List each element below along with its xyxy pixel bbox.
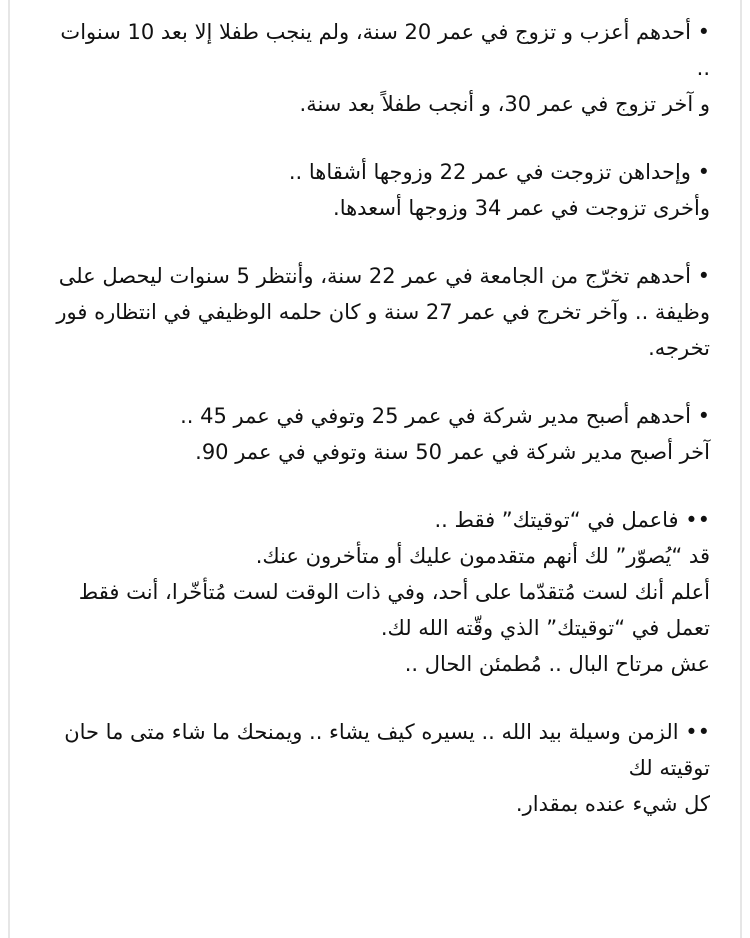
text-line: • أحدهم تخرّج من الجامعة في عمر 22 سنة، وأنتظر 5 سنوات ليحصل على وظيفة .. وآخر تخرج في عمر 27 سنة و كان حلمه الوظيفي في انتظاره فور تخرجه. <box>56 264 710 360</box>
text-line: قد “يُصوّر” لك أنهم متقدمون عليك أو متأخرون عنك. <box>255 544 710 568</box>
document-body <box>42 14 710 822</box>
text-line: وأخرى تزوجت في عمر 34 وزوجها أسعدها. <box>333 196 710 220</box>
left-border <box>8 0 10 938</box>
text-line: عش مرتاح البال .. مُطمئن الحال .. <box>404 652 710 676</box>
text-line: كل شيء عنده بمقدار. <box>515 792 710 816</box>
text-line: آخر أصبح مدير شركة في عمر 50 سنة وتوفي في عمر 90. <box>195 440 710 464</box>
text-line: • أحدهم أصبح مدير شركة في عمر 25 وتوفي في عمر 45 .. <box>180 404 710 428</box>
right-border <box>740 0 742 938</box>
text-line: أعلم أنك لست مُتقدّما على أحد، وفي ذات الوقت لست مُتأخّرا، أنت فقط تعمل في “توقيتك” الذي وقّته الله لك. <box>78 580 710 640</box>
paragraph-company-manager <box>42 398 710 470</box>
paragraph-your-timing <box>42 502 710 682</box>
paragraph-time-conclusion <box>42 714 710 822</box>
paragraph-graduation-job <box>42 258 710 366</box>
text-line: و آخر تزوج في عمر 30، و أنجب طفلاً بعد سنة. <box>299 92 710 116</box>
text-line: • أحدهم أعزب و تزوج في عمر 20 سنة، ولم ينجب طفلا إلا بعد 10 سنوات .. <box>60 20 710 80</box>
text-line: •• فاعمل في “توقيتك” فقط .. <box>434 508 710 532</box>
paragraph-marriage-children <box>42 14 710 122</box>
text-line: •• الزمن وسيلة بيد الله .. يسيره كيف يشاء .. ويمنحك ما شاء متى ما حان توقيته لك <box>64 720 710 780</box>
text-line: • وإحداهن تزوجت في عمر 22 وزوجها أشقاها .. <box>288 160 710 184</box>
paragraph-marriage-happiness <box>42 154 710 226</box>
